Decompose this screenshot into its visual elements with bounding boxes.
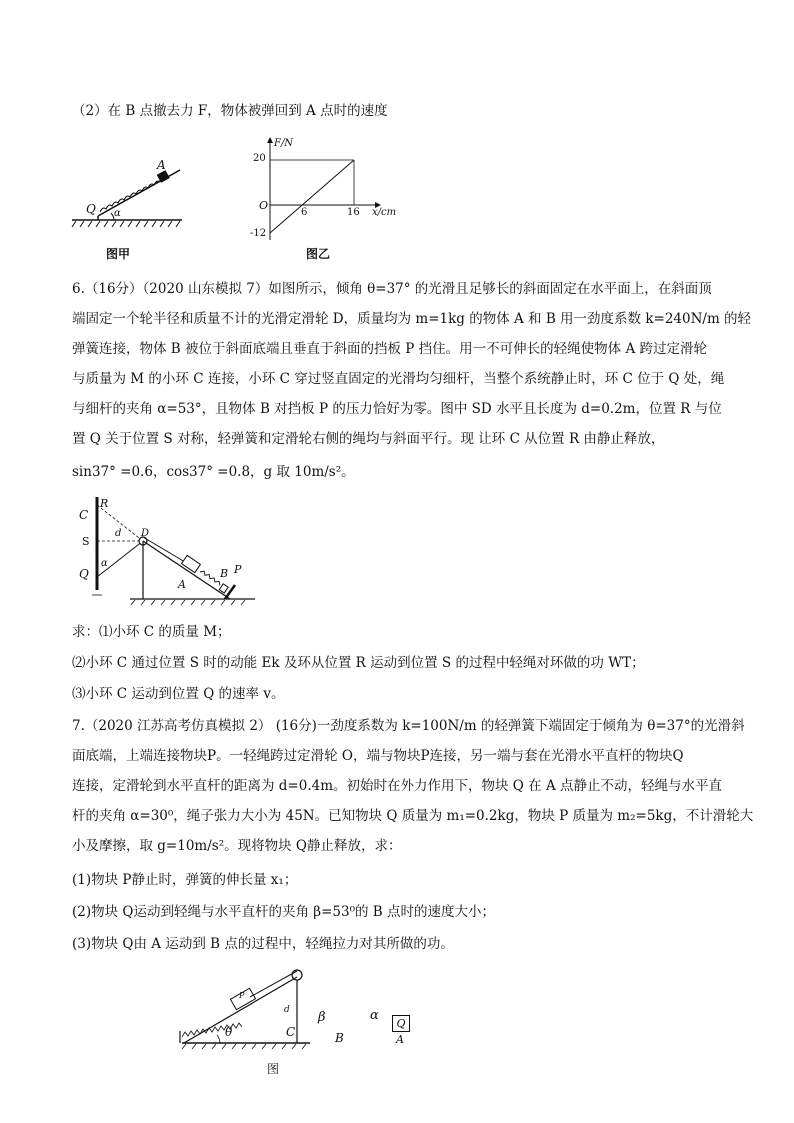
figure-a xyxy=(70,150,190,260)
q6-label-c: C xyxy=(79,508,89,522)
q6-label-d: D xyxy=(141,528,150,539)
figure-a-label-alpha: α xyxy=(114,208,121,219)
figure-b-origin: O xyxy=(259,199,269,212)
q7-label-alpha: α xyxy=(370,1008,379,1023)
figure-a-diagram xyxy=(70,150,190,230)
q6-line-2: 端固定一个轮半径和质量不计的光滑定滑轮 D，质量均为 m=1kg 的物体 A 和 B 用一劲度系数 k=240N/m 的轻 xyxy=(72,311,752,327)
q6-label-p: P xyxy=(234,563,242,576)
figure-b-tick-neg12: -12 xyxy=(250,228,267,239)
q6-line-1: 6.（16分）（2020 山东模拟 7）如图所示，倾角 θ=37° 的光滑且足够长的斜面固定在水平面上，在斜面顶 xyxy=(72,281,712,297)
q6-line-7: sin37° =0.6，cos37° =0.8，g 取 10m/s²。 xyxy=(72,464,355,480)
figure-b-tick-16: 16 xyxy=(347,207,360,218)
q5-sub2-text: （2）在 B 点撤去力 F，物体被弹回到 A 点时的速度 xyxy=(72,103,388,119)
figure-a-label-q: Q xyxy=(86,202,96,216)
q7-figure-caption: 图 xyxy=(267,1062,280,1076)
q6-figure-diagram xyxy=(75,495,265,610)
figure-b xyxy=(250,135,410,265)
q6-label-r: R xyxy=(100,497,109,510)
q6-ask-2: ⑵小环 C 通过位置 S 时的动能 Ek 及环从位置 R 运动到位置 S 的过程中轻绳对环做的功 WT； xyxy=(72,655,645,671)
figure-a-label-a: A xyxy=(157,158,166,172)
figure-b-graph xyxy=(250,135,410,245)
q7-line-1: 7.（2020 江苏高考仿真模拟 2） (16分)一劲度系数为 k=100N/m 的轻弹簧下端固定于倾角为 θ=37°的光滑斜 xyxy=(72,718,745,734)
q7-label-d: d xyxy=(284,1005,290,1015)
q7-label-b: B xyxy=(335,1031,344,1045)
q6-ask-1: 求：⑴小环 C 的质量 M； xyxy=(72,624,231,640)
q6-line-6: 置 Q 关于位置 S 对称，轻弹簧和定滑轮右侧的绳均与斜面平行。现 让环 C 从位置 R 由静止释放， xyxy=(72,431,665,447)
q6-line-3: 弹簧连接，物体 B 被位于斜面底端且垂直于斜面的挡板 P 挡住。用一不可伸长的轻绳使物体 A 跨过定滑轮 xyxy=(72,341,707,357)
q6-label-q: Q xyxy=(79,567,89,581)
q6-ask-3: ⑶小环 C 运动到位置 Q 的速率 v。 xyxy=(72,686,285,702)
q7-label-c: C xyxy=(286,1025,296,1039)
q6-label-small-d: d xyxy=(115,528,122,539)
figure-b-x-label: x/cm xyxy=(372,207,397,218)
q6-label-s: S xyxy=(82,535,90,548)
q7-label-p: P xyxy=(239,991,245,1000)
figure-b-caption: 图乙 xyxy=(306,247,331,261)
q7-line-3: 连接，定滑轮到水平直杆的距离为 d=0.4m。初始时在外力作用下，物块 Q 在 A 点静止不动，轻绳与水平直 xyxy=(72,778,722,794)
q7-figure xyxy=(170,965,430,1080)
q7-label-beta: β xyxy=(318,1010,326,1025)
q7-line-8: (3)物块 Q由 A 运动到 B 点的过程中，轻绳拉力对其所做的功。 xyxy=(72,936,454,952)
q7-label-theta: θ xyxy=(225,1025,233,1039)
q7-line-7: (2)物块 Q运动到轻绳与水平直杆的夹角 β=53⁰的 B 点时的速度大小； xyxy=(72,904,495,920)
q7-label-a: A xyxy=(396,1033,404,1046)
q6-line-4: 与质量为 M 的小环 C 连接，小环 C 穿过竖直固定的光滑均匀细杆，当整个系统静止时，环 C 位于 Q 处，绳 xyxy=(72,371,725,387)
q6-label-alpha: α xyxy=(101,558,108,569)
figure-b-tick-6: 6 xyxy=(301,207,308,218)
q7-line-2: 面底端，上端连接物块P。一轻绳跨过定滑轮 O，端与物块P连接，另一端与套在光滑水平直杆的物块Q xyxy=(72,748,684,764)
q6-figure xyxy=(75,495,265,610)
q7-line-5: 小及摩擦，取 g=10m/s²。现将物块 Q静止释放，求： xyxy=(72,838,402,854)
q7-line-6: (1)物块 P静止时，弹簧的伸长量 x₁； xyxy=(72,872,298,888)
q6-line-5: 与细杆的夹角 α=53°，且物体 B 对挡板 P 的压力恰好为零。图中 SD 水平且长度为 d=0.2m，位置 R 与位 xyxy=(72,401,722,417)
q7-block-q: Q xyxy=(392,1015,410,1032)
q6-label-a: A xyxy=(178,578,186,591)
figure-a-caption: 图甲 xyxy=(106,247,131,261)
q7-line-4: 杆的夹角 α=30⁰，绳子张力大小为 45N。已知物块 Q 质量为 m₁=0.2kg，物块 P 质量为 m₂=5kg，不计滑轮大 xyxy=(72,808,754,824)
q6-label-b: B xyxy=(220,567,229,580)
figure-b-y-label: F/N xyxy=(274,138,294,149)
figure-b-tick-20: 20 xyxy=(253,153,266,164)
